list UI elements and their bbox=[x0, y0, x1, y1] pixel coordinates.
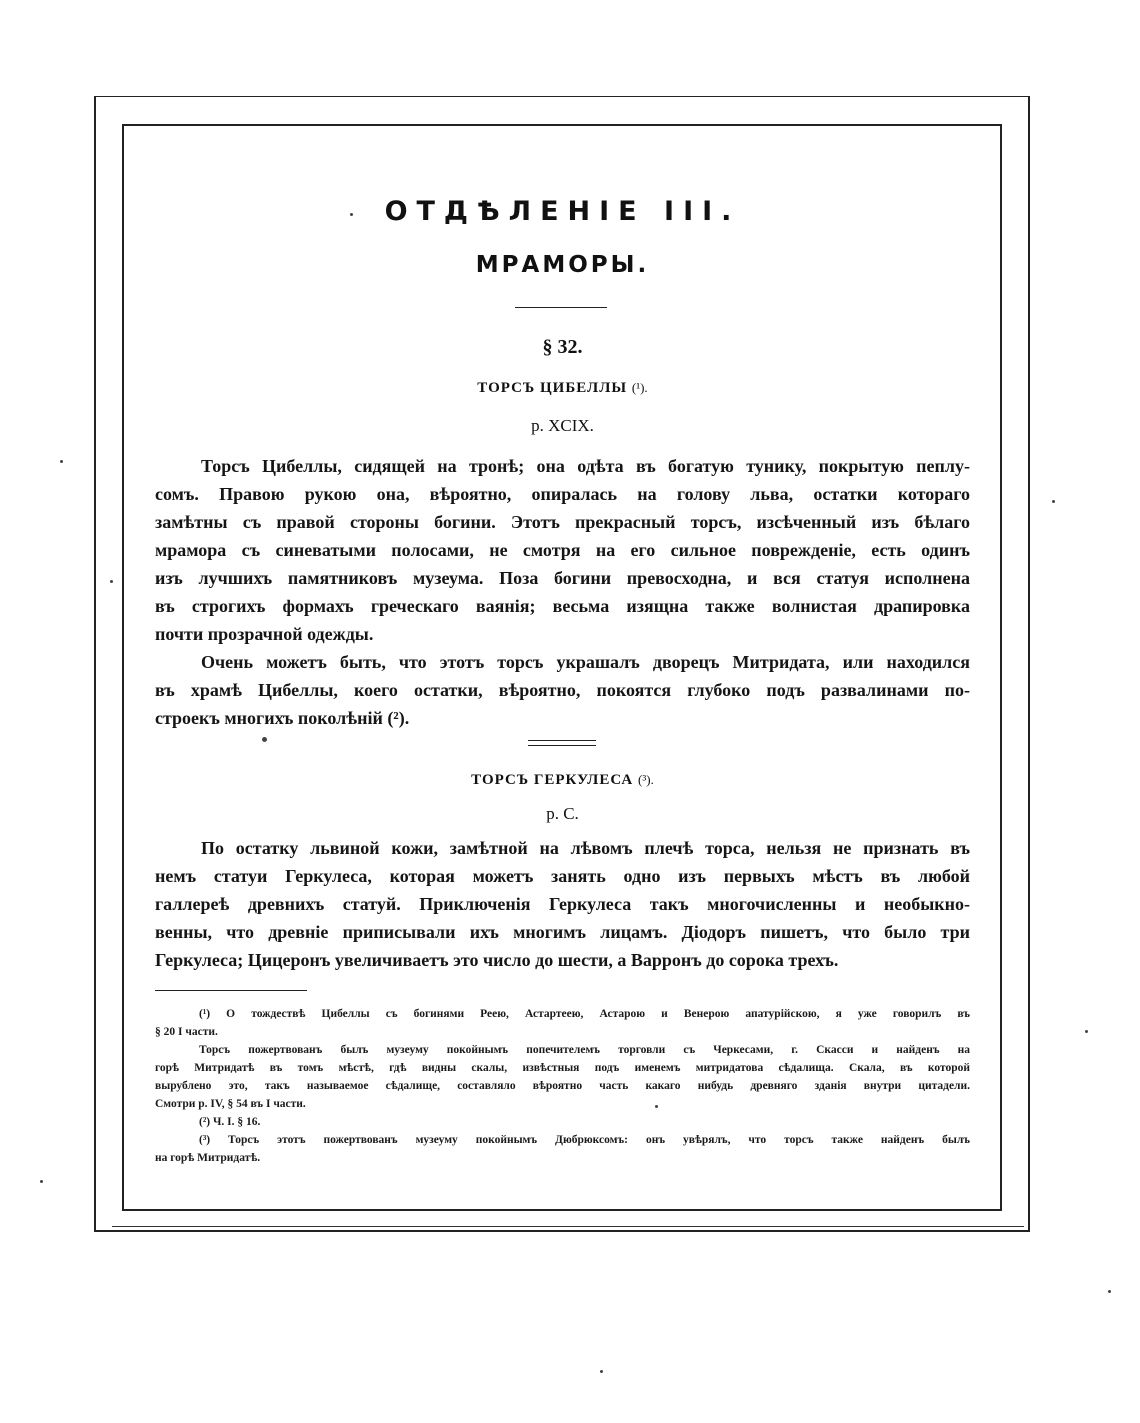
scan-speck bbox=[655, 1105, 658, 1108]
footnote-line: вырублено это, такъ называемое сѣдалище, составляло вѣроятно часть какаго нибудь древняго зданія внутри цитадели. bbox=[155, 1080, 970, 1092]
text-line: въ храмѣ Цибеллы, коего остатки, вѣроятно, покоятся глубоко подъ развалинами по- bbox=[155, 680, 970, 700]
scan-speck bbox=[600, 1370, 603, 1373]
text-line: венны, что древніе приписывали ихъ многимъ лицамъ. Діодоръ пишетъ, что было три bbox=[155, 922, 970, 942]
section-number: § 32. bbox=[542, 336, 583, 358]
item1-footnote-ref: (¹). bbox=[631, 380, 648, 395]
scan-speck bbox=[1085, 1030, 1088, 1033]
footnote-line: Торсъ пожертвованъ былъ музеуму покойнымъ попечителемъ торговли съ Черкесами, г. Скасси и найденъ на bbox=[199, 1044, 970, 1056]
footnote-rule bbox=[155, 990, 307, 991]
text-line: Геркулеса; Цицеронъ увеличиваетъ это число до шести, а Варронъ до сорока трехъ. bbox=[155, 950, 839, 970]
footnote-1-continued bbox=[155, 1041, 970, 1113]
item2-plate: р. С. bbox=[546, 804, 579, 823]
footnote-1 bbox=[155, 1005, 970, 1041]
text-line: По остатку львиной кожи, замѣтной на лѣвомъ плечѣ торса, нельзя не признать въ bbox=[201, 838, 970, 858]
text-line: въ строгихъ формахъ греческаго ваянія; весьма изящна также волнистая драпировка bbox=[155, 596, 970, 616]
item1-heading-text: ТОРСЪ ЦИБЕЛЛЫ bbox=[477, 380, 628, 396]
item1-paragraph1 bbox=[155, 452, 970, 648]
text-line: замѣтны съ правой стороны богини. Этотъ прекрасный торсъ, изсѣченный изъ бѣлаго bbox=[155, 512, 970, 532]
item2-heading-text: ТОРСЪ ГЕРКУЛЕСА bbox=[471, 772, 634, 788]
footnote-2 bbox=[155, 1113, 970, 1131]
item1-plate: р. XCIX. bbox=[531, 416, 594, 435]
double-divider bbox=[528, 740, 596, 746]
scan-speck bbox=[110, 580, 113, 583]
text-line: мрамора съ синеватыми полосами, не смотря на его сильное поврежденіе, есть одинъ bbox=[155, 540, 970, 560]
scan-speck bbox=[262, 737, 267, 742]
footnote-line: на горѣ Митридатѣ. bbox=[155, 1152, 261, 1164]
footnote-line: (¹) О тождествѣ Цибеллы съ богинями Реею, Астартеею, Астарою и Венерою апатурійскою, я уже говорилъ въ bbox=[199, 1008, 970, 1020]
item1-paragraph2 bbox=[155, 648, 970, 732]
text-line: галлереѣ древнихъ статуй. Приключенія Геркулеса такъ многочисленны и необыкно- bbox=[155, 894, 970, 914]
text-line: почти прозрачной одежды. bbox=[155, 624, 374, 644]
scan-speck bbox=[350, 213, 353, 216]
item2-footnote-ref: (³). bbox=[638, 772, 654, 787]
text-line: немъ статуи Геркулеса, которая можетъ занять одно изъ первыхъ мѣстъ въ любой bbox=[155, 866, 970, 886]
footnotes bbox=[155, 1005, 970, 1167]
scan-speck bbox=[40, 1180, 43, 1183]
item1-heading bbox=[155, 380, 970, 397]
scan-speck bbox=[60, 460, 63, 463]
department-title: ОТДѢЛЕНІЕ III. bbox=[384, 196, 741, 227]
scan-speck bbox=[1052, 500, 1055, 503]
item2-heading bbox=[155, 772, 970, 789]
text-line: Очень можетъ быть, что этотъ торсъ украшалъ дворецъ Митридата, или находился bbox=[201, 652, 970, 672]
footnote-3 bbox=[155, 1131, 970, 1167]
scan-speck bbox=[1108, 1290, 1111, 1293]
footnote-line: горѣ Митридатѣ въ томъ мѣстѣ, гдѣ видны скалы, извѣстныя подъ именемъ митридатова сѣдалища. Скала, въ которой bbox=[155, 1062, 970, 1074]
item2-paragraph bbox=[155, 834, 970, 974]
department-subtitle: МРАМОРЫ. bbox=[475, 252, 650, 278]
footnote-line: (²) Ч. I. § 16. bbox=[199, 1116, 261, 1128]
footnote-line: (³) Торсъ этотъ пожертвованъ музеуму покойнымъ Дюбрюксомъ: онъ увѣрялъ, что торсъ также найденъ былъ bbox=[199, 1134, 970, 1146]
text-line: сомъ. Правою рукою она, вѣроятно, опиралась на голову льва, остатки котораго bbox=[155, 484, 970, 504]
footnote-line: Смотри р. IV, § 54 въ I части. bbox=[155, 1098, 306, 1110]
outer-frame-bottom-rule bbox=[112, 1226, 1024, 1227]
text-line: Торсъ Цибеллы, сидящей на тронѣ; она одѣта въ богатую тунику, покрытую пеплу- bbox=[201, 456, 970, 476]
text-line: строекъ многихъ поколѣній (²). bbox=[155, 708, 410, 728]
footnote-line: § 20 I части. bbox=[155, 1026, 218, 1038]
title-divider bbox=[515, 307, 607, 308]
text-line: изъ лучшихъ памятниковъ музеума. Поза богини превосходна, и вся статуя исполнена bbox=[155, 568, 970, 588]
